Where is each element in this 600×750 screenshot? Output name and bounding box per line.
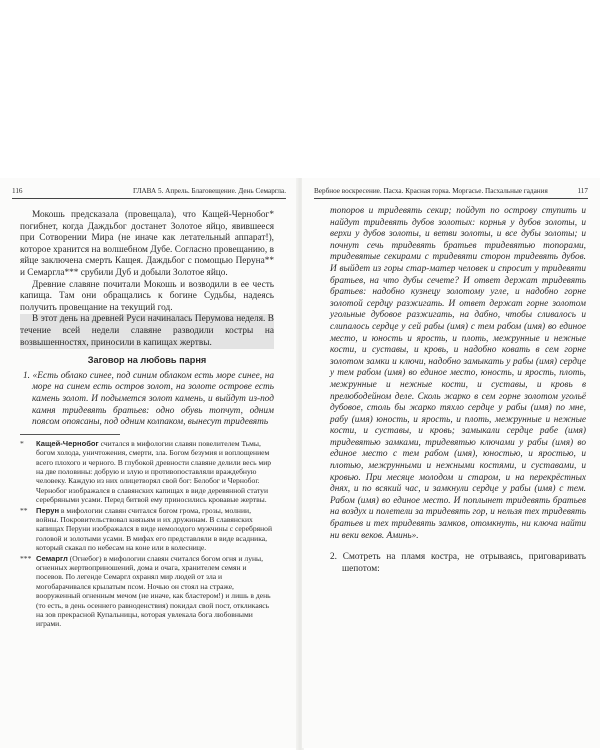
page-number-right: 117 [577,187,588,195]
footnote-semargl [20,554,274,629]
paragraph-temples: Древние славяне почитали Мокошь и возводили в ее честь капища. Там они обращались к богине Судьбы, надеясь получить провещание на текущий год. [20,279,274,313]
footnote-text: (Огнебог) в мифологии славян считался богом огня и луны, огненных жертвоприношений, дома и очага, хранителем семян и посевов. По легенде Семаргл охранял мир людей от зла и могобарачивался крылатым псом. Ночью он стоял на страже, вооруженный огненным мечом (не иначе, как бластером!) и лишь в день (то есть, в день осеннего равноденствия) покидал свой пост, откликаясь на зов прекрасной Купальницы, которая увлекала бога любовными играми. [36,553,271,629]
left-page [0,178,298,748]
footnote-koschei [20,439,274,505]
paragraph-mokosh-prophecy: Мокошь предсказала (провещала), что Кащей-Чернобог* погибнет, когда Даждьбог достанет Золотое яйцо, явившееся при Сотворении Мира (не иначе как летательный аппарат!), которое хранится на волшебном Дубе. Согласно провещанию, в яйце заключена смерть Кащея. Даждьбог с помощью Перуна** и Семаргла*** срубили Дуб и добыли Золотое яйцо. [20,210,274,278]
page-number-left: 116 [12,187,23,195]
footnote-perun [20,506,274,553]
footnote-mark: * [20,438,24,448]
footnote-mark: ** [20,505,28,515]
footnote-term: Перун [36,505,60,515]
right-page [302,178,600,748]
footnote-mark: *** [20,553,32,563]
running-head-title-right: Вербное воскресение. Пасха. Красная горка. Моргасье. Пасхальные гадания [314,187,548,195]
running-head-right [314,187,588,199]
footnote-term: Кащей-Чернобог [36,438,99,448]
footnote-text: в мифологии славян считался богом грома, грозы, молнии, войны. Покровительствовал князьям и их дружинам. В славянских капищах Перуни изображался в виде немолодого мужчины с серебряной головой и золотыми усами. В мифах его представляли в виде всадника, который скакал по небесам на коне или в колеснице. [36,505,273,553]
footnote-separator [20,434,120,435]
running-head-title-left: ГЛАВА 5. Апрель. Благовещение. День Семаргла. [132,187,286,195]
running-head-left [12,187,286,199]
left-page-text [20,210,274,630]
footnote-text: считался в мифологии славян повелителем Тьмы, богом холода, уничтожения, смерти, зла. Богом безумия и воплощением всего плохого и черного. В глубокой древности славяне делили весь мир на две половины: добрую и злую и противопоставляли враждебную человеку. Каждую из них олицетворял свой бог: Белобог и Чернобог. Чернобог изображался в славянских капищах в виде деревянной статуи серебряными усами. Перед битвой ему приносились кровавые жертвы. [36,438,272,505]
footnote-term: Семаргл [36,553,68,563]
charm-item-2: 2. Смотреть на пламя костра, не отрываясь, приговаривать шепотом: [330,552,586,574]
charm-item-1: 1. «Есть облако синее, под синим облаком есть море синее, на море на синем есть остров золот, на золоте острове есть камень золот. И подымется золот камень, и выйдут из-под камня тридевять братьев: одно обувь топчут, одним поясом опоясаны, под одним колпаком, вынесут тридевять [23,370,274,428]
paragraph-perun-week: В этот день на древней Руси начиналась Перумова неделя. В течение всей недели славяне разводили костры на возвышенностях, приносили в капищах жертвы. [20,314,274,348]
right-page-text [330,206,586,575]
book-spread [0,178,600,750]
charm-continuation: топоров и тридевять секир; пойдут по острову ступить и найдут тридевять дубов золотых: корнья у дубов золоты, и верхи у дубов золоты, и ветви золоты, и все дубы золоты; и почнут сечь тридевять братьев тридевятью топорами, тридевятые секирами с тридевяти сторон тридевять дубов. И выйдет из горы стар-матер человек и спросит у тридевяти братьев, на что дубы сечете? И ответ держат тридевять братьев: надобно кузнецу золотому угле, и надобно горне золотой сердцу разжигать. И ответ держат горне золотом угольные дубовое разжигать, на дабно, чтобы сливалось и слипалось сердце у сей рабы (имя) с тем рабом (имя) во единое место, и юность и ярость, и плоть, межрунные и нежные кости, и суставы, и кровь, и надобно ковать в сем горне золотом замки и ключи, надобно замыкать у рабы (имя) сердце у тем рабом (имя) во единое место, юность, и ярость, плоть, межрунные и нежные кости, и суставы, и кровь в прелюбодейном деле. Сколь жарко в сем горне золотом угольё дубовое, столь бы жарко тяхло сердце у рабы (имя) по мне, рабу (имя) юность, и ярость, и плоть, межрунные и нежные кости, и суставы, и кровь; замыкали сердце рабе (имя) тридевятью замками, тридевятью ключами у рабы (имя) во единое место с тем рабом (имя), юностью, и яростью, и плотью, межрунными и нежными костями, и суставами, и кровью. При месяце молодом и старом, и на перекрёстных днях, и по всякий час, и замкнули сердце у рабы (имя) с тем. Рабом (имя) во единое место. И поплынет тридевять братьев на воздух и полетели за тридевять гор, и нельзя тех тридевять братьев и тех тридевять замков, отомкнуть, ни ключа найти ни веки веков. Аминь». [330,206,586,541]
section-heading-love-charm: Заговор на любовь парня [87,355,207,366]
